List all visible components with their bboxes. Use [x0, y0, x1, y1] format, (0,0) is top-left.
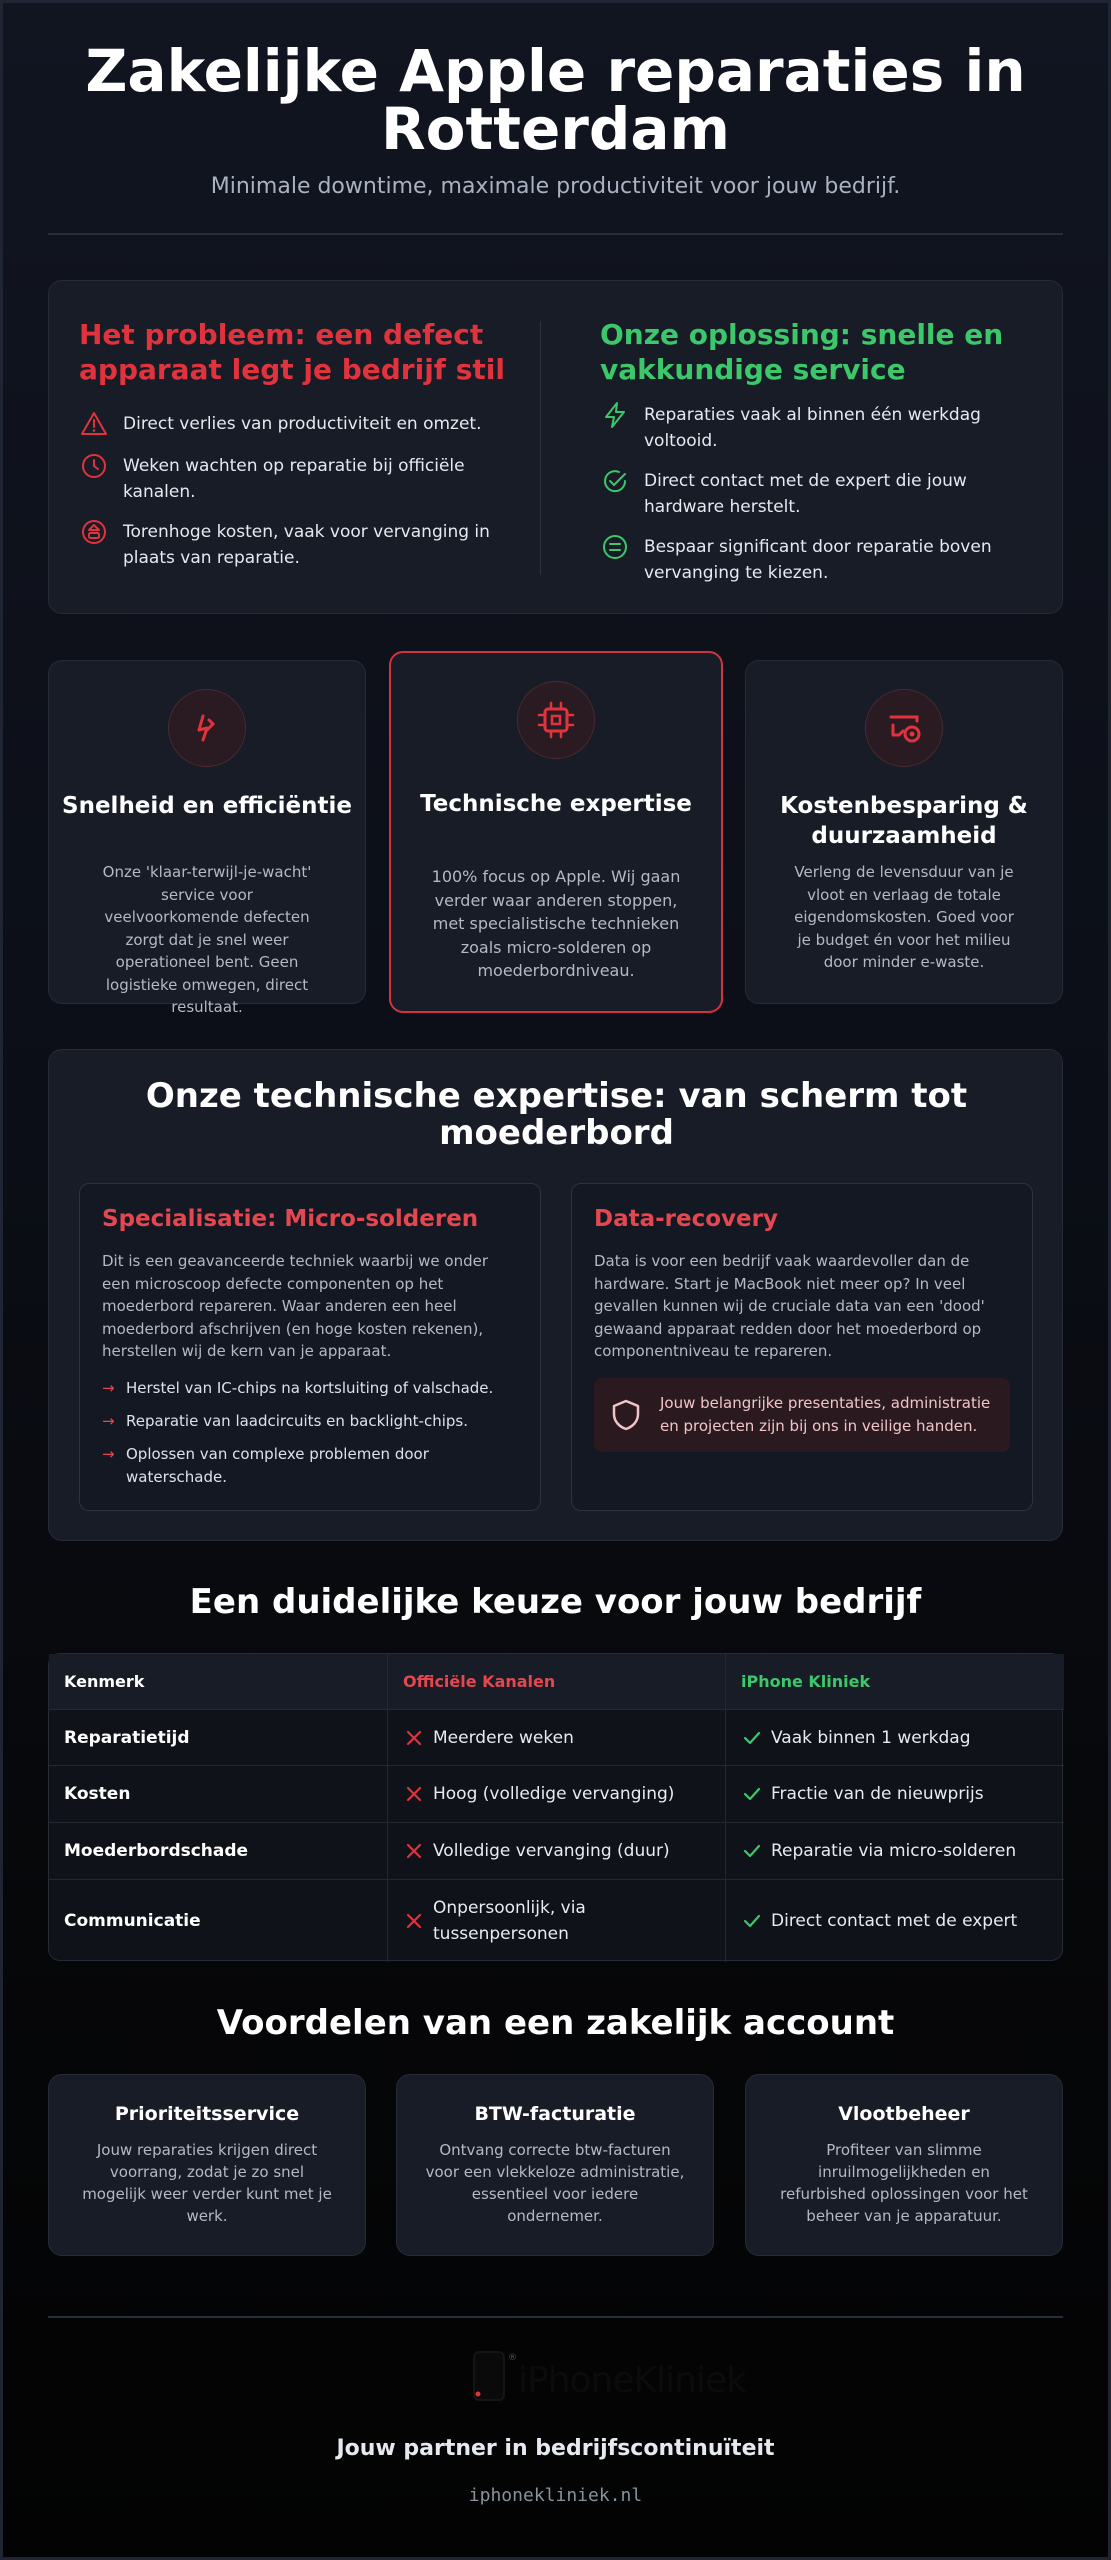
- micro-soldering-box: [79, 1183, 541, 1511]
- money-icon: [79, 517, 109, 547]
- problem-item: [79, 519, 519, 571]
- list-item-text: Oplossen van complexe problemen door waterschade.: [126, 1445, 429, 1486]
- official-cell: [387, 1823, 725, 1879]
- solution-item-text: Bespaar significant door reparatie boven vervanging te kiezen.: [644, 537, 992, 583]
- comparison-table: [48, 1653, 1063, 1961]
- kliniek-cell: [725, 1766, 1064, 1822]
- feature-text: Onze 'klaar-terwijl-je-wacht' service voor veelvoorkomende defecten zorgt dat je snel weer operationeel bent. Geen logistieke omwegen, direct resultaat.: [102, 863, 312, 1016]
- problem-item-text: Direct verlies van productiviteit en omzet.: [123, 414, 482, 434]
- lightning-icon: [600, 400, 630, 430]
- official-value: Onpersoonlijk, via tussenpersonen: [433, 1898, 586, 1944]
- official-cell: [387, 1710, 725, 1765]
- micro-soldering-text: Dit is een geavanceerde techniek waarbij we onder een microscoop defecte componenten op het moederbord repareren. Waar anderen een heel moederbord afschrijven (en hoge kosten rekenen), herstellen wij de kern van je apparaat.: [102, 1252, 489, 1360]
- chip-icon: [534, 698, 578, 742]
- warning-triangle-icon: [79, 409, 109, 439]
- logo-text: iPhoneKliniek: [518, 2360, 746, 2401]
- solution-item: [600, 534, 1040, 586]
- data-recovery-box: [571, 1183, 1033, 1511]
- list-item: [102, 1443, 520, 1489]
- check-circle-icon: [600, 466, 630, 496]
- feature-icon-circle: [865, 689, 943, 767]
- kliniek-value: Vaak binnen 1 werkdag: [771, 1727, 971, 1748]
- benefit-card: [745, 2074, 1063, 2256]
- feature-cell: Moederbordschade: [64, 1841, 249, 1861]
- fast-repair-icon: [187, 708, 227, 748]
- check-icon: [741, 1783, 763, 1805]
- kliniek-cell: [725, 1880, 1064, 1962]
- table-row: [49, 1823, 1064, 1880]
- official-value: Meerdere weken: [433, 1727, 574, 1748]
- feature-cell: Communicatie: [64, 1911, 201, 1931]
- check-icon: [741, 1840, 763, 1862]
- solution-item-text: Reparaties vaak al binnen één werkdag voltooid.: [644, 405, 981, 451]
- problem-item-text: Torenhoge kosten, vaak voor vervanging in plaats van reparatie.: [123, 522, 490, 568]
- feature-text: 100% focus op Apple. Wij gaan verder waar anderen stoppen, met specialistische technieken zoals micro-solderen op moederbordniveau.: [431, 867, 681, 980]
- problem-item-text: Weken wachten op reparatie bij officiële kanalen.: [123, 456, 465, 502]
- page-title: Zakelijke Apple reparaties in Rotterdam: [85, 37, 1026, 163]
- official-value: Hoog (volledige vervanging): [433, 1784, 675, 1804]
- benefit-card: [48, 2074, 366, 2256]
- official-value: Volledige vervanging (duur): [433, 1841, 670, 1861]
- benefit-text: Jouw reparaties krijgen direct voorrang, zodat je zo snel mogelijk weer verder kunt met je werk.: [82, 2141, 332, 2225]
- column-header: iPhone Kliniek: [725, 1654, 1064, 1709]
- column-header: Kenmerk: [64, 1672, 145, 1691]
- phone-logo-icon: [468, 2348, 516, 2404]
- feature-icon-circle: [517, 681, 595, 759]
- solution-column: [600, 317, 1040, 583]
- official-cell: [387, 1766, 725, 1822]
- kliniek-value: Direct contact met de expert: [771, 1911, 1018, 1931]
- feature-text: Verleng de levensduur van je vloot en verlaag de totale eigendomskosten. Goed voor je budget én voor het milieu door minder e-waste.: [794, 863, 1014, 971]
- data-safety-note: [594, 1378, 1010, 1452]
- micro-soldering-heading: Specialisatie: Micro-solderen: [102, 1206, 479, 1232]
- expertise-title: Onze technische expertise: van scherm tot moederbord: [145, 1076, 968, 1153]
- table-row: [49, 1880, 1064, 1962]
- cross-icon: [403, 1727, 425, 1749]
- svg-text:®: ®: [508, 2353, 517, 2363]
- kliniek-value: Reparatie via micro-solderen: [771, 1841, 1017, 1861]
- arrow-icon: →: [102, 1445, 115, 1463]
- recycle-savings-icon: [883, 707, 925, 749]
- arrow-icon: →: [102, 1379, 115, 1397]
- benefit-title: Prioriteitsservice: [114, 2103, 300, 2125]
- benefit-title: BTW-facturatie: [474, 2103, 636, 2125]
- solution-heading: Onze oplossing: snelle en vakkundige service: [600, 318, 1004, 386]
- check-icon: [741, 1727, 763, 1749]
- solution-item: [600, 402, 1040, 454]
- official-cell: [387, 1880, 725, 1962]
- list-item-text: Herstel van IC-chips na kortsluiting of valschade.: [126, 1379, 494, 1397]
- solution-item: [600, 468, 1040, 520]
- data-recovery-heading: Data-recovery: [594, 1206, 778, 1232]
- feature-title: Snelheid en efficiëntie: [62, 793, 352, 819]
- data-recovery-text: Data is voor een bedrijf vaak waardevoller dan de hardware. Start je MacBook niet meer op? In veel gevallen kunnen wij de cruciale data van een 'dood' gewaand apparaat redden door het moederbord op componentniveau te repareren.: [594, 1252, 985, 1360]
- column-divider: [540, 321, 541, 575]
- check-icon: [741, 1910, 763, 1932]
- kliniek-value: Fractie van de nieuwprijs: [771, 1784, 984, 1804]
- website-link[interactable]: iphonekliniek.nl: [468, 2485, 643, 2506]
- comparison-title: Een duidelijke keuze voor jouw bedrijf: [189, 1582, 922, 1622]
- kliniek-cell: [725, 1823, 1064, 1879]
- problem-item: [79, 453, 519, 505]
- feature-title: Kostenbesparing & duurzaamheid: [780, 793, 1028, 849]
- shield-icon: [608, 1397, 644, 1433]
- cross-icon: [403, 1910, 425, 1932]
- list-item-text: Reparatie van laadcircuits en backlight-chips.: [126, 1412, 468, 1430]
- feature-card-savings: [745, 660, 1063, 1004]
- note-text: Jouw belangrijke presentaties, administratie en projecten zijn bij ons in veilige handen.: [660, 1394, 991, 1435]
- benefit-card: [396, 2074, 714, 2256]
- benefit-text: Profiteer van slimme inruilmogelijkheden en refurbished oplossingen voor het beheer van je apparatuur.: [780, 2141, 1028, 2225]
- problem-solution-card: [48, 280, 1063, 614]
- benefit-title: Vlootbeheer: [838, 2103, 970, 2125]
- account-title: Voordelen van een zakelijk account: [216, 2003, 895, 2043]
- problem-column: [79, 317, 519, 568]
- column-header: Officiële Kanalen: [387, 1654, 725, 1709]
- kliniek-cell: [725, 1710, 1064, 1765]
- solution-item-text: Direct contact met de expert die jouw hardware herstelt.: [644, 471, 967, 517]
- arrow-icon: →: [102, 1412, 115, 1430]
- feature-icon-circle: [168, 689, 246, 767]
- feature-title: Technische expertise: [420, 791, 692, 817]
- table-row: [49, 1766, 1064, 1823]
- feature-card-speed: [48, 660, 366, 1016]
- page-subtitle: Minimale downtime, maximale productiviteit voor jouw bedrijf.: [210, 174, 901, 199]
- footer-divider: [48, 2316, 1063, 2318]
- problem-item: [79, 411, 519, 439]
- feature-cell: Reparatietijd: [64, 1727, 190, 1748]
- list-item: [102, 1410, 520, 1433]
- table-row: [49, 1710, 1064, 1766]
- cross-icon: [403, 1783, 425, 1805]
- expertise-section: [48, 1049, 1063, 1541]
- cross-icon: [403, 1840, 425, 1862]
- footer-tagline: Jouw partner in bedrijfscontinuïteit: [336, 2436, 775, 2461]
- feature-cell: Kosten: [64, 1784, 131, 1804]
- savings-icon: [600, 532, 630, 562]
- clock-icon: [79, 451, 109, 481]
- divider: [48, 233, 1063, 235]
- list-item: [102, 1377, 520, 1400]
- table-header-row: [49, 1654, 1064, 1710]
- feature-card-expertise: [389, 651, 723, 1013]
- problem-heading: Het probleem: een defect apparaat legt je bedrijf stil: [79, 318, 505, 386]
- logo: [418, 2348, 746, 2404]
- benefit-text: Ontvang correcte btw-facturen voor een vlekkeloze administratie, essentieel voor iedere ondernemer.: [425, 2141, 685, 2225]
